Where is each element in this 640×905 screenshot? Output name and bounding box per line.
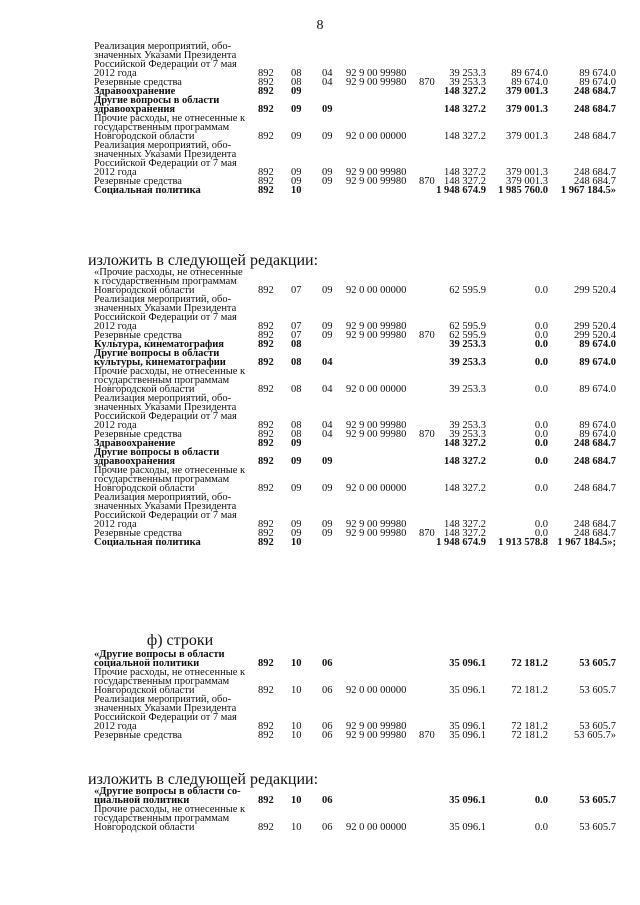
- table-row: [88, 466, 616, 493]
- amount-year-1: 148 327.2: [444, 104, 486, 115]
- table-row: [88, 787, 616, 805]
- row-name-line: Резервные средства: [94, 429, 182, 440]
- section-code: 09: [291, 483, 302, 494]
- row-name-line: культуры, кинематографии: [94, 357, 226, 368]
- amount-year-1: 1 948 674.9: [436, 537, 486, 548]
- target-item-code: 92 0 00 00000: [346, 822, 407, 833]
- subsection-code: 06: [322, 822, 333, 833]
- amount-year-3: 89 674.0: [579, 339, 616, 350]
- amount-year-1: 62 595.9: [449, 285, 486, 296]
- departmental-code: 892: [258, 528, 274, 539]
- amount-year-3: 89 674.0: [579, 429, 616, 440]
- table-row: [88, 114, 616, 141]
- subsection-code: 09: [322, 483, 333, 494]
- row-name-line: Социальная политика: [94, 185, 201, 196]
- subsection-code: 09: [322, 285, 333, 296]
- departmental-code: 892: [258, 730, 274, 741]
- amount-year-1: 62 595.9: [449, 330, 486, 341]
- amount-year-2: 0.0: [534, 330, 548, 341]
- table-row: [88, 96, 616, 114]
- table-row: [88, 493, 616, 529]
- amount-year-3: 299 520.4: [574, 321, 616, 332]
- row-name-line: Реализация мероприятий, обо-: [94, 393, 232, 404]
- amount-year-2: 89 674.0: [511, 77, 548, 88]
- section-code: 09: [291, 528, 302, 539]
- amount-year-1: 148 327.2: [444, 438, 486, 449]
- section-code: 10: [291, 185, 302, 196]
- subsection-code: 09: [322, 321, 333, 332]
- row-name-line: Новгородской области: [94, 384, 195, 395]
- row-name-line: Прочие расходы, не отнесенные к: [94, 465, 246, 476]
- section-code: 08: [291, 429, 302, 440]
- amount-year-1: 62 595.9: [449, 321, 486, 332]
- target-item-code: 92 9 00 99980: [346, 528, 407, 539]
- target-item-code: 92 9 00 99980: [346, 330, 407, 341]
- table-row: [88, 394, 616, 430]
- target-item-code: 92 9 00 99980: [346, 176, 407, 187]
- row-name-line: Российской Федерации от 7 мая: [94, 712, 237, 723]
- amount-year-3: 299 520.4: [574, 285, 616, 296]
- departmental-code: 892: [258, 438, 274, 449]
- subsection-code: 04: [322, 384, 333, 395]
- section-code: 09: [291, 104, 302, 115]
- amount-year-3: 248 684.7: [574, 86, 616, 97]
- row-name-line: Резервные средства: [94, 77, 182, 88]
- row-name-line: государственным программам: [94, 375, 230, 386]
- row-name-line: значенных Указами Президента: [94, 50, 237, 61]
- amount-year-2: 1 985 760.0: [498, 185, 548, 196]
- row-name: [88, 805, 246, 832]
- departmental-code: 892: [258, 285, 274, 296]
- departmental-code: 892: [258, 68, 274, 79]
- amount-year-3: 248 684.7: [574, 167, 616, 178]
- amount-year-3: 53 605.7»: [574, 730, 616, 741]
- amount-year-3: 248 684.7: [574, 438, 616, 449]
- row-name-line: 2012 года: [94, 721, 137, 732]
- amount-year-1: 148 327.2: [444, 176, 486, 187]
- table-row: [88, 731, 616, 740]
- departmental-code: 892: [258, 167, 274, 178]
- section-code: 08: [291, 68, 302, 79]
- amount-year-2: 0.0: [534, 483, 548, 494]
- table-row: [88, 538, 616, 547]
- row-name: [88, 268, 246, 295]
- departmental-code: 892: [258, 104, 274, 115]
- section-heading-2: ф) строки: [146, 632, 214, 649]
- target-item-code: 92 9 00 99980: [346, 68, 407, 79]
- row-name: [88, 448, 246, 466]
- amount-year-2: 379 001.3: [506, 104, 548, 115]
- amount-year-1: 148 327.2: [444, 167, 486, 178]
- row-name-line: 2012 года: [94, 321, 137, 332]
- departmental-code: 892: [258, 519, 274, 530]
- section-code: 10: [291, 685, 302, 696]
- subsection-code: 06: [322, 685, 333, 696]
- section-code: 09: [291, 167, 302, 178]
- row-name-line: Другие вопросы в области: [94, 348, 220, 359]
- amount-year-3: 248 684.7: [574, 483, 616, 494]
- amount-year-3: 89 674.0: [579, 420, 616, 431]
- departmental-code: 892: [258, 77, 274, 88]
- table-row: [88, 367, 616, 394]
- row-name-line: 2012 года: [94, 420, 137, 431]
- budget-table-section-4: [88, 787, 616, 832]
- subsection-code: 06: [322, 658, 333, 669]
- table-row: [88, 650, 616, 668]
- departmental-code: 892: [258, 685, 274, 696]
- budget-table-section-3: [88, 650, 616, 740]
- subsection-code: 09: [322, 528, 333, 539]
- amount-year-1: 39 253.3: [449, 357, 486, 368]
- row-name: [88, 367, 246, 394]
- row-name: [88, 114, 246, 141]
- table-row: [88, 805, 616, 832]
- row-name: [88, 466, 246, 493]
- row-name: [88, 141, 246, 177]
- row-name-line: Новгородской области: [94, 685, 195, 696]
- amount-year-2: 72 181.2: [511, 658, 548, 669]
- amount-year-2: 379 001.3: [506, 131, 548, 142]
- subsection-code: 04: [322, 429, 333, 440]
- amount-year-2: 0.0: [534, 339, 548, 350]
- target-item-code: 92 9 00 99980: [346, 321, 407, 332]
- expense-type-code: 870: [419, 730, 435, 741]
- section-heading-1: изложить в следующей редакции:: [88, 252, 319, 269]
- target-item-code: 92 9 00 99980: [346, 429, 407, 440]
- row-name-line: здравоохранения: [94, 104, 176, 115]
- section-code: 08: [291, 420, 302, 431]
- amount-year-2: 379 001.3: [506, 176, 548, 187]
- target-item-code: 92 0 00 00000: [346, 685, 407, 696]
- subsection-code: 09: [322, 104, 333, 115]
- row-name: [88, 42, 246, 78]
- amount-year-2: 379 001.3: [506, 167, 548, 178]
- amount-year-1: 148 327.2: [444, 519, 486, 530]
- amount-year-1: 39 253.3: [449, 420, 486, 431]
- departmental-code: 892: [258, 429, 274, 440]
- amount-year-1: 39 253.3: [449, 339, 486, 350]
- row-name-line: значенных Указами Президента: [94, 303, 237, 314]
- amount-year-1: 39 253.3: [449, 384, 486, 395]
- departmental-code: 892: [258, 185, 274, 196]
- section-code: 09: [291, 519, 302, 530]
- row-name-line: значенных Указами Президента: [94, 703, 237, 714]
- expense-type-code: 870: [419, 176, 435, 187]
- amount-year-3: 248 684.7: [574, 519, 616, 530]
- row-name-line: государственным программам: [94, 813, 230, 824]
- departmental-code: 892: [258, 420, 274, 431]
- row-name-line: 2012 года: [94, 167, 137, 178]
- section-code: 07: [291, 321, 302, 332]
- subsection-code: 09: [322, 330, 333, 341]
- amount-year-1: 148 327.2: [444, 456, 486, 467]
- subsection-code: 09: [322, 131, 333, 142]
- row-name-line: Культура, кинематография: [94, 339, 224, 350]
- amount-year-1: 39 253.3: [449, 77, 486, 88]
- amount-year-2: 72 181.2: [511, 685, 548, 696]
- target-item-code: 92 0 00 00000: [346, 285, 407, 296]
- amount-year-1: 35 096.1: [449, 658, 486, 669]
- departmental-code: 892: [258, 456, 274, 467]
- row-name: [88, 96, 246, 114]
- expense-type-code: 870: [419, 528, 435, 539]
- row-name-line: государственным программам: [94, 676, 230, 687]
- row-name: [88, 731, 246, 740]
- section-code: 10: [291, 795, 302, 806]
- amount-year-3: 53 605.7: [579, 822, 616, 833]
- section-code: 08: [291, 339, 302, 350]
- subsection-code: 09: [322, 167, 333, 178]
- row-name-line: значенных Указами Президента: [94, 149, 237, 160]
- amount-year-3: 53 605.7: [579, 721, 616, 732]
- subsection-code: 09: [322, 176, 333, 187]
- departmental-code: 892: [258, 658, 274, 669]
- row-name-line: Резервные средства: [94, 330, 182, 341]
- row-name: [88, 186, 246, 195]
- subsection-code: 04: [322, 357, 333, 368]
- row-name-line: здравоохранения: [94, 456, 176, 467]
- amount-year-2: 379 001.3: [506, 86, 548, 97]
- row-name-line: Российской Федерации от 7 мая: [94, 59, 237, 70]
- amount-year-3: 1 967 184.5»: [560, 185, 616, 196]
- row-name-line: циальной политики: [94, 795, 190, 806]
- amount-year-2: 0.0: [534, 285, 548, 296]
- expense-type-code: 870: [419, 330, 435, 341]
- target-item-code: 92 9 00 99980: [346, 420, 407, 431]
- section-code: 09: [291, 131, 302, 142]
- target-item-code: 92 0 00 00000: [346, 131, 407, 142]
- row-name-line: Здравоохранение: [94, 86, 176, 97]
- row-name: [88, 394, 246, 430]
- departmental-code: 892: [258, 721, 274, 732]
- table-row: [88, 448, 616, 466]
- row-name-line: к государственным программам: [94, 276, 237, 287]
- row-name-line: государственным программам: [94, 474, 230, 485]
- table-row: [88, 668, 616, 695]
- amount-year-1: 148 327.2: [444, 528, 486, 539]
- section-code: 08: [291, 357, 302, 368]
- departmental-code: 892: [258, 176, 274, 187]
- amount-year-2: 0.0: [534, 420, 548, 431]
- row-name-line: «Другие вопросы в области: [94, 649, 225, 660]
- row-name: [88, 493, 246, 529]
- amount-year-2: 0.0: [534, 528, 548, 539]
- row-name: [88, 787, 246, 805]
- subsection-code: 04: [322, 420, 333, 431]
- row-name: [88, 668, 246, 695]
- expense-type-code: 870: [419, 77, 435, 88]
- amount-year-1: 148 327.2: [444, 483, 486, 494]
- amount-year-3: 89 674.0: [579, 357, 616, 368]
- target-item-code: 92 0 00 00000: [346, 483, 407, 494]
- amount-year-3: 248 684.7: [574, 104, 616, 115]
- row-name-line: Социальная политика: [94, 537, 201, 548]
- row-name: [88, 295, 246, 331]
- row-name-line: государственным программам: [94, 122, 230, 133]
- row-name: [88, 650, 246, 668]
- row-name-line: Другие вопросы в области: [94, 447, 220, 458]
- expense-type-code: 870: [419, 429, 435, 440]
- amount-year-3: 89 674.0: [579, 68, 616, 79]
- row-name-line: Новгородской области: [94, 822, 195, 833]
- amount-year-1: 1 948 674.9: [436, 185, 486, 196]
- row-name-line: социальной политики: [94, 658, 200, 669]
- section-code: 07: [291, 285, 302, 296]
- amount-year-2: 0.0: [534, 321, 548, 332]
- section-code: 09: [291, 176, 302, 187]
- section-code: 10: [291, 537, 302, 548]
- amount-year-1: 148 327.2: [444, 86, 486, 97]
- target-item-code: 92 9 00 99980: [346, 730, 407, 741]
- departmental-code: 892: [258, 483, 274, 494]
- departmental-code: 892: [258, 330, 274, 341]
- table-row: [88, 141, 616, 177]
- section-code: 08: [291, 384, 302, 395]
- amount-year-1: 35 096.1: [449, 795, 486, 806]
- amount-year-2: 0.0: [534, 822, 548, 833]
- amount-year-2: 89 674.0: [511, 68, 548, 79]
- row-name-line: Российской Федерации от 7 мая: [94, 158, 237, 169]
- amount-year-1: 35 096.1: [449, 822, 486, 833]
- budget-table-section-1: [88, 42, 616, 195]
- amount-year-1: 35 096.1: [449, 730, 486, 741]
- amount-year-2: 0.0: [534, 384, 548, 395]
- table-row: [88, 349, 616, 367]
- amount-year-2: 0.0: [534, 519, 548, 530]
- row-name: [88, 349, 246, 367]
- row-name-line: Новгородской области: [94, 483, 195, 494]
- row-name-line: Резервные средства: [94, 528, 182, 539]
- subsection-code: 06: [322, 730, 333, 741]
- row-name: [88, 695, 246, 731]
- amount-year-3: 248 684.7: [574, 456, 616, 467]
- section-code: 10: [291, 730, 302, 741]
- amount-year-1: 148 327.2: [444, 131, 486, 142]
- row-name-line: «Другие вопросы в области со-: [94, 786, 241, 797]
- amount-year-1: 35 096.1: [449, 721, 486, 732]
- section-code: 09: [291, 438, 302, 449]
- target-item-code: 92 9 00 99980: [346, 167, 407, 178]
- row-name: [88, 538, 246, 547]
- section-code: 08: [291, 77, 302, 88]
- page-number: 8: [316, 18, 324, 33]
- row-name-line: Резервные средства: [94, 730, 182, 741]
- subsection-code: 06: [322, 795, 333, 806]
- amount-year-3: 248 684.7: [574, 131, 616, 142]
- section-code: 07: [291, 330, 302, 341]
- subsection-code: 06: [322, 721, 333, 732]
- departmental-code: 892: [258, 86, 274, 97]
- amount-year-3: 248 684.7: [574, 176, 616, 187]
- section-code: 10: [291, 822, 302, 833]
- amount-year-3: 248 684.7: [574, 528, 616, 539]
- row-name-line: Реализация мероприятий, обо-: [94, 492, 232, 503]
- table-row: [88, 268, 616, 295]
- departmental-code: 892: [258, 131, 274, 142]
- row-name-line: Российской Федерации от 7 мая: [94, 510, 237, 521]
- amount-year-3: 299 520.4: [574, 330, 616, 341]
- amount-year-3: 89 674.0: [579, 384, 616, 395]
- row-name-line: значенных Указами Президента: [94, 501, 237, 512]
- amount-year-2: 1 913 578.8: [498, 537, 548, 548]
- amount-year-2: 0.0: [534, 795, 548, 806]
- amount-year-1: 39 253.3: [449, 429, 486, 440]
- row-name-line: Новгородской области: [94, 131, 195, 142]
- subsection-code: 04: [322, 68, 333, 79]
- subsection-code: 09: [322, 519, 333, 530]
- target-item-code: 92 9 00 99980: [346, 519, 407, 530]
- amount-year-2: 0.0: [534, 456, 548, 467]
- table-row: [88, 295, 616, 331]
- row-name-line: 2012 года: [94, 68, 137, 79]
- amount-year-3: 53 605.7: [579, 658, 616, 669]
- section-code: 09: [291, 456, 302, 467]
- row-name-line: Российской Федерации от 7 мая: [94, 411, 237, 422]
- row-name-line: Резервные средства: [94, 176, 182, 187]
- row-name-line: Реализация мероприятий, обо-: [94, 294, 232, 305]
- row-name-line: 2012 года: [94, 519, 137, 530]
- row-name-line: Реализация мероприятий, обо-: [94, 41, 232, 52]
- target-item-code: 92 9 00 99980: [346, 721, 407, 732]
- target-item-code: 92 9 00 99980: [346, 77, 407, 88]
- section-code: 10: [291, 658, 302, 669]
- subsection-code: 04: [322, 77, 333, 88]
- row-name-line: Прочие расходы, не отнесенные к: [94, 366, 246, 377]
- row-name-line: Реализация мероприятий, обо-: [94, 140, 232, 151]
- departmental-code: 892: [258, 795, 274, 806]
- section-code: 10: [291, 721, 302, 732]
- row-name-line: «Прочие расходы, не отнесенные: [94, 267, 243, 278]
- amount-year-2: 0.0: [534, 438, 548, 449]
- departmental-code: 892: [258, 321, 274, 332]
- amount-year-2: 0.0: [534, 429, 548, 440]
- section-code: 09: [291, 86, 302, 97]
- row-name-line: Другие вопросы в области: [94, 95, 220, 106]
- amount-year-2: 72 181.2: [511, 721, 548, 732]
- table-row: [88, 42, 616, 78]
- amount-year-1: 39 253.3: [449, 68, 486, 79]
- row-name-line: Здравоохранение: [94, 438, 176, 449]
- table-row: [88, 695, 616, 731]
- row-name-line: Российской Федерации от 7 мая: [94, 312, 237, 323]
- amount-year-3: 53 605.7: [579, 795, 616, 806]
- table-row: [88, 186, 616, 195]
- amount-year-3: 1 967 184.5»;: [557, 537, 616, 548]
- amount-year-3: 53 605.7: [579, 685, 616, 696]
- budget-table-section-2: [88, 268, 616, 547]
- row-name-line: Прочие расходы, не отнесенные к: [94, 667, 246, 678]
- row-name-line: Прочие расходы, не отнесенные к: [94, 804, 246, 815]
- departmental-code: 892: [258, 537, 274, 548]
- amount-year-2: 72 181.2: [511, 730, 548, 741]
- row-name-line: Реализация мероприятий, обо-: [94, 694, 232, 705]
- row-name-line: значенных Указами Президента: [94, 402, 237, 413]
- amount-year-2: 0.0: [534, 357, 548, 368]
- target-item-code: 92 0 00 00000: [346, 384, 407, 395]
- section-heading-3: изложить в следующей редакции:: [88, 771, 319, 788]
- departmental-code: 892: [258, 339, 274, 350]
- amount-year-1: 35 096.1: [449, 685, 486, 696]
- departmental-code: 892: [258, 357, 274, 368]
- subsection-code: 09: [322, 456, 333, 467]
- departmental-code: 892: [258, 822, 274, 833]
- departmental-code: 892: [258, 384, 274, 395]
- row-name-line: Новгородской области: [94, 285, 195, 296]
- row-name-line: Прочие расходы, не отнесенные к: [94, 113, 246, 124]
- amount-year-3: 89 674.0: [579, 77, 616, 88]
